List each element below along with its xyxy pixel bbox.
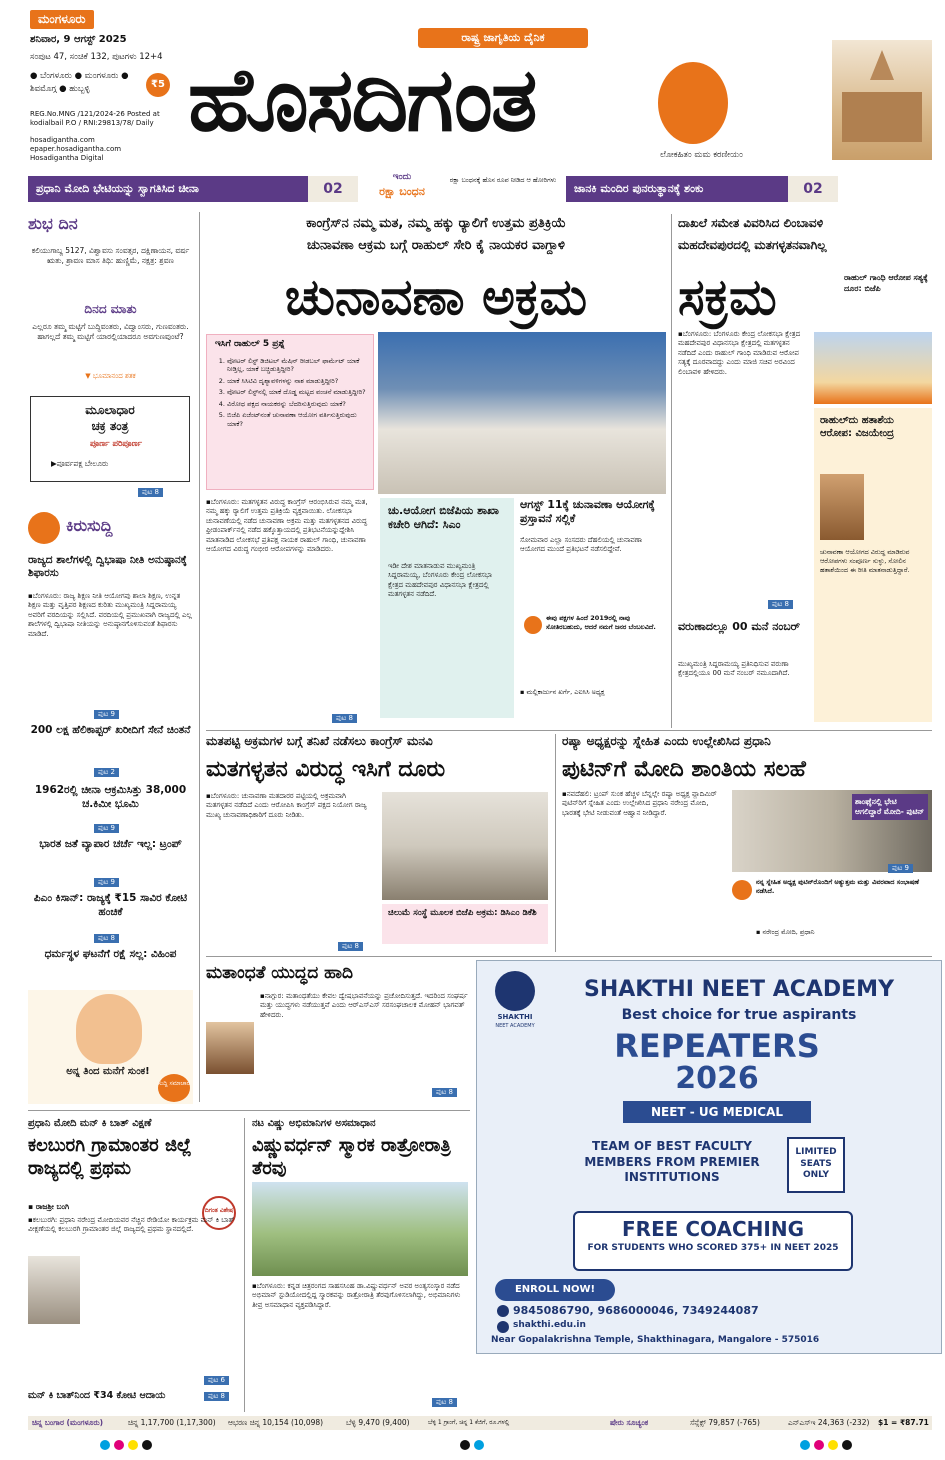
registration-text: REG.No.MNG /121/2024-26 Posted at kodialbail P.O / RNI:29813/78/ Daily — [30, 110, 160, 128]
cartoon-caption: ಅನ್ನ ತಿಂದ ಮನೆಗೆ ಸುಂಕ! — [66, 1066, 150, 1077]
right-headline: ಸಕ್ರಮ — [678, 268, 777, 326]
dinada-matu-text: ಎಲ್ಲರೂ ತಮ್ಮ ಮಟ್ಟಿಗೆ ಬುದ್ಧಿವಂತರು, ವಿದ್ವಾಂಸರು, ಗುಣವಂತರು. ಹಾಗಲ್ಲದೆ ತಮ್ಮ ಮಟ್ಟಿಗೆ ಯಾರಲ್ಲಿಯಾದರೂ ಅವಗುಣವುಂಟೆ? — [32, 322, 189, 342]
vishnuvardhan-story[interactable] — [252, 1118, 468, 1412]
kirusuddi-item-body: ▪ಬೆಂಗಳೂರು: ರಾಜ್ಯ ಶಿಕ್ಷಣ ನೀತಿ ಆಯೋಗವು ಶಾಲಾ ಶಿಕ್ಷಣ, ಉನ್ನತ ಶಿಕ್ಷಣ ಮತ್ತು ವೃತ್ತಿಪರ ಶಿಕ್ಷಣದ ಕುರಿತು ಮುಖ್ಯಮಂತ್ರಿ ಸಿದ್ದರಾಮಯ್ಯ ಅವರಿಗೆ ವರದಿಯನ್ನು ಸಲ್ಲಿಸಿದೆ. ವರದಿಯಲ್ಲಿ ಪ್ರಮುಖವಾಗಿ ರಾಜ್ಯದಲ್ಲಿ ಎಲ್ಲ ಶಾಲೆಗಳಲ್ಲಿ ದ್ವಿಭಾಷಾ ನೀತಿಯನ್ನು ಅನುಷ್ಠಾನಗೊಳಿಸುವಂತೆ ಶಿಫಾರಸು ಮಾಡಿದೆ. — [28, 592, 192, 638]
kirusuddi-item[interactable]: ಪಿಎಂ ಕಿಸಾನ್: ರಾಜ್ಯಕ್ಕೆ ₹15 ಸಾವಿರ ಕೋಟಿ ಹಂಚಿಕೆ — [33, 892, 188, 918]
five-questions-box — [206, 334, 374, 490]
kirusuddi-heading — [28, 512, 193, 546]
registration-dot — [142, 1440, 152, 1450]
mooladhara-subtitle: ಪೂರ್ಣ ಪರಿಪೂರ್ಣ — [89, 439, 143, 449]
right-side-note: ರಾಹುಲ್ ಗಾಂಧಿ ಆರೋಪ ಸತ್ಯಕ್ಕೆ ದೂರ: ಬಿಜೆಪಿ — [844, 273, 928, 294]
lead-kicker-secondary: ಚುನಾವಣಾ ಆಕ್ರಮ ಬಗ್ಗೆ ರಾಹುಲ್ ಸೇರಿ ಕೈ ನಾಯಕರ ವಾಗ್ದಾಳಿ — [307, 238, 565, 253]
varuna-title[interactable]: ವರುಣಾದಲ್ಲೂ 00 ಮನೆ ನಂಬರ್ — [678, 620, 801, 633]
repeaters-panel — [567, 1027, 867, 1127]
photo-caption: ಚಿಲುಮೆ ಸಂಸ್ಥೆ ಮೂಲಕ ಬಿಜೆಪಿ ಅಕ್ರಮ: ಡಿಸಿಎಂ ಡಿಕೆಶಿ — [382, 904, 548, 944]
digital-link[interactable]: Hosadigantha Digital — [30, 154, 104, 163]
special-badge: ದಿಗಂತ ವಿಶೇಷ — [202, 1196, 236, 1230]
story-headline: ಪುಟಿನ್‌ಗೆ ಮೋದಿ ಶಾಂತಿಯ ಸಲಹೆ — [562, 757, 806, 782]
enroll-now-button[interactable]: ENROLL NOW! — [495, 1279, 615, 1301]
story-body: ▪ನವದೆಹಲಿ: ಟ್ರಂಪ್ ಸುಂಕ ಹೆಚ್ಚಳ ಬೆನ್ನಲ್ಲೇ ರಷ್ಯಾ ಅಧ್ಯಕ್ಷ ವ್ಲಾದಿಮಿರ್ ಪುಟಿನ್‌ರಿಗೆ ಸ್ನೇಹಿತ ಎಂದು ಉಲ್ಲೇಖಿಸಿದ ಪ್ರಧಾನಿ ನರೇಂದ್ರ ಮೋದಿ, ಭಾರತಕ್ಕೆ ಭೇಟಿ ನೀಡುವಂತೆ ಆಹ್ವಾನ ನೀಡಿದ್ದಾರೆ. — [562, 790, 717, 817]
panchanga-text: ಕಲಿಯುಗಾಬ್ದ 5127, ವಿಶ್ವಾವಸು ಸಂವತ್ಸರ, ದಕ್ಷಿಣಾಯನ, ವರ್ಷ ಋತು, ಶ್ರಾವಣ ಮಾಸ ತಿಥಿ: ಹುಣ್ಣಿಮೆ, ನಕ್ಷತ್ರ: ಶ್ರವಣ — [31, 246, 190, 266]
cm-sidebar-body: ಇಡೀ ದೇಶ ಮಾತನಾಡುವ ಮುಖ್ಯಮಂತ್ರಿ ಸಿದ್ದರಾಮಯ್ಯ, ಬೆಂಗಳೂರು ಕೇಂದ್ರ ಲೋಕಸಭಾ ಕ್ಷೇತ್ರದ ಮಹದೇವಪುರ ವಿಧಾನಸಭಾ ಕ್ಷೇತ್ರದಲ್ಲಿ ಮತಗಳ್ಳತನ ನಡೆದಿದೆ. — [388, 562, 493, 599]
website-link[interactable]: hosadigantha.com — [30, 136, 95, 144]
globe-icon — [497, 1321, 509, 1333]
ec-complaint-story[interactable] — [206, 734, 550, 954]
mooladhara-title-line2: ಚಕ್ರ ತಂತ್ರ — [91, 419, 129, 433]
quote-icon — [732, 880, 752, 900]
question-item: 3. ವೋಟರ್ ಲಿಸ್ಟ್‌ನಲ್ಲಿ ಯಾಕೆ ದೊಡ್ಡ ಮಟ್ಟದ ವಂಚನೆ ಮಾಡುತ್ತಿದ್ದೀರಿ? — [227, 388, 369, 396]
silver-price: ಬೆಳ್ಳಿ 9,470 (9,400) — [346, 1418, 410, 1427]
masthead — [0, 0, 945, 172]
edition-list: ● ಬೆಂಗಳೂರು ● ಮಂಗಳೂರು ● ಶಿವಮೊಗ್ಗ ● ಹುಬ್ಬಳ್ಳಿ — [30, 71, 129, 94]
gold-label: ಚಿನ್ನ ಬಂಗಾರ (ಮಂಗಳೂರು) — [32, 1418, 104, 1427]
mooladhara-title-line1: ಮೂಲಾಧಾರ — [85, 403, 135, 417]
teaser-janaki[interactable] — [566, 176, 826, 202]
issue-number: ಸಂಪುಟ 47, ಸಂಚಿಕೆ 132, ಪುಟಗಳು 12+4 — [30, 52, 163, 62]
story-kicker: ಮತಪಟ್ಟಿ ಅಕ್ರಮಗಳ ಬಗ್ಗೆ ತನಿಖೆ ನಡೆಸಲು ಕಾಂಗ್ರೆಸ್ ಮನವಿ — [206, 734, 433, 748]
page-ref[interactable]: ಪುಟ 8 — [138, 488, 163, 497]
today-event: ರಕ್ಷಾ ಬಂಧನ — [379, 185, 425, 198]
varuna-body: ಮುಖ್ಯಮಂತ್ರಿ ಸಿದ್ದರಾಮಯ್ಯ ಪ್ರತಿನಿಧಿಸುವ ವರುಣಾ ಕ್ಷೇತ್ರದಲ್ಲಿಯೂ 00 ಮನೆ ನಂಬರ್ ನಮೂದಾಗಿದೆ. — [678, 660, 790, 678]
registration-dot — [800, 1440, 810, 1450]
dinada-matu-heading: ದಿನದ ಮಾತು — [84, 302, 137, 316]
registration-marks — [0, 1436, 945, 1456]
august-sidebar — [520, 498, 666, 718]
logo-subtext: NEET ACADEMY — [495, 1023, 535, 1029]
epaper-link[interactable]: epaper.hosadigantha.com — [30, 145, 122, 154]
teaser-page-number: 02 — [788, 176, 838, 202]
registration-dot — [814, 1440, 824, 1450]
page-ref[interactable]: ಪುಟ 8 — [332, 714, 357, 723]
section-divider — [206, 730, 932, 731]
registration-dot — [114, 1440, 124, 1450]
mooladhara-author: ▶ಪೂರ್ವಪಕ್ಷ ಬೇಲೂರು — [51, 459, 109, 468]
bhagwat-photo — [206, 1022, 254, 1074]
gold-22-price: ಆಭರಣ ಚಿನ್ನ 10,154 (10,098) — [228, 1418, 324, 1427]
kalaburagi-story[interactable] — [28, 1118, 238, 1412]
story-body: ▪ನಾಗ್ಪುರ: ಮತಾಂಧತೆಯು ಕೇವಲ ದ್ವೇಷಭಾವನೆಯನ್ನು ಪ್ರಚೋದಿಸುತ್ತದೆ. ಇದರಿಂದ ಸಂಘರ್ಷ ಮತ್ತು ಯುದ್ಧಗಳು ನಡೆಯುತ್ತವೆ ಎಂದು ಆರ್‌ಎಸ್‌ಎಸ್ ಸರಸಂಘಚಾಲಕ ಮೋಹನ್ ಭಾಗವತ್ ಹೇಳಿದರು. — [260, 992, 468, 1019]
kirusuddi-item[interactable]: 1962ರಲ್ಲಿ ಚೀನಾ ಆಕ್ರಮಿಸಿತ್ತು 38,000 ಚ.ಕಿಮೀ ಭೂಮಿ — [34, 784, 187, 810]
free-coaching-title: FREE COACHING — [622, 1217, 804, 1241]
five-questions-title: ಇಸಿಗೆ ರಾಹುಲ್ 5 ಪ್ರಶ್ನೆ — [215, 339, 285, 349]
limited-seats-badge: LIMITED SEATS ONLY — [787, 1137, 845, 1193]
lead-story[interactable] — [206, 214, 666, 728]
megaphone-icon — [28, 512, 60, 544]
question-item: 5. ಬಿಜೆಪಿ ಏಜೆಂಟ್‌ನಂತೆ ಚುನಾವಣಾ ಆಯೋಗ ವರ್ತಿಸುತ್ತಿರುವುದು ಯಾಕೆ? — [227, 411, 369, 428]
quote-icon — [524, 616, 542, 634]
issue-date: ಶನಿವಾರ, 9 ಆಗಸ್ಟ್ 2025 — [30, 34, 127, 45]
story-kicker: ರಷ್ಯಾ ಅಧ್ಯಕ್ಷರನ್ನು ಸ್ನೇಹಿತ ಎಂದು ಉಲ್ಲೇಖಿಸಿದ ಪ್ರಧಾನಿ — [562, 734, 771, 748]
modi-photo — [28, 1256, 80, 1324]
story-headline: ಕಲಬುರಗಿ ಗ್ರಾಮಾಂತರ ಜಿಲ್ಲೆ ರಾಜ್ಯದಲ್ಲಿ ಪ್ರಥಮ — [28, 1135, 192, 1179]
bhagwat-story[interactable] — [206, 960, 468, 1102]
sensex-value: ಸೆನ್ಸೆಕ್ಸ್ 79,857 (-765) — [690, 1418, 760, 1427]
academy-name: SHAKTHI NEET ACADEMY — [583, 977, 895, 1002]
page-ref[interactable]: ಪುಟ 2 — [94, 768, 119, 777]
column-divider — [244, 1118, 245, 1412]
shakthi-advertisement[interactable] — [476, 960, 942, 1354]
ad-phones[interactable]: 9845086790, 9686000046, 7349244087 — [513, 1304, 759, 1317]
kirusuddi-title: ಕಿರುಸುದ್ದಿ — [66, 516, 113, 535]
faculty-text: TEAM OF BEST FACULTY MEMBERS FROM PREMIER INSTITUTIONS — [584, 1139, 760, 1185]
usd-rate: $1 = ₹87.71 — [878, 1418, 929, 1427]
registration-dot — [828, 1440, 838, 1450]
registration-dot — [460, 1440, 470, 1450]
teaser-bar — [28, 172, 932, 202]
kirusuddi-item[interactable]: ಧರ್ಮಸ್ಥಳ ಘಟನೆಗೆ ರಕ್ಷೆ ಸಲ್ಲ: ವಿಹಿಂಪ — [44, 948, 177, 960]
page-ref[interactable]: ಪುಟ 9 — [94, 824, 119, 833]
today-box — [362, 172, 562, 202]
memorial-photo — [252, 1182, 468, 1276]
cartoon-tag: ಸುದ್ದಿ ಸಮಾಚಾರ — [158, 1074, 190, 1102]
story-headline: ಮತಾಂಧತೆ ಯುದ್ಧದ ಹಾದಿ — [206, 963, 353, 983]
rahul-box-title: ರಾಹುಲ್‌ದು ಹತಾಶೆಯ ಆರೋಪ: ವಿಜಯೇಂದ್ರ — [820, 415, 894, 439]
academy-logo-icon — [491, 971, 539, 1033]
rally-photo — [378, 332, 666, 494]
section-divider — [206, 956, 932, 957]
column-divider — [199, 212, 200, 1102]
shubha-dina-heading: ಶುಭ ದಿನ — [28, 214, 78, 233]
tagline-banner: ರಾಷ್ಟ್ರ ಜಾಗೃತಿಯ ದೈನಿಕ — [418, 28, 588, 48]
academy-tagline: Best choice for true aspirants — [621, 1007, 857, 1023]
left-column — [28, 210, 193, 1110]
story-byline: ▪ ರಾಜಶ್ರೀ ಬಂಗಿ — [28, 1202, 70, 1211]
registration-dot — [128, 1440, 138, 1450]
ticker-note: ಬೆಳ್ಳಿ 1 ಗ್ರಾಂಗೆ, ಚಿನ್ನ 1 ಕೆಜಿಗೆ, ರೂ.ಗಳಲ್ಲಿ — [428, 1419, 510, 1426]
today-label: ಇಂದು — [392, 172, 412, 182]
complaint-photo — [382, 792, 548, 900]
registration-dot — [474, 1440, 484, 1450]
ad-address: Near Gopalakrishna Temple, Shakthinagara, Mangalore - 575016 — [491, 1335, 820, 1345]
repeaters-year: 2026 — [675, 1061, 759, 1096]
right-kicker-secondary: ಮಹದೇವಪುರದಲ್ಲಿ ಮತಗಳ್ಳತನವಾಗಿಲ್ಲ — [678, 238, 827, 252]
newspaper-title: ಹೊಸದಿಗಂತ — [188, 48, 536, 151]
india-map-icon — [658, 62, 728, 144]
story-body: ▪ಬೆಂಗಳೂರು: ಚುನಾವಣಾ ಮತದಾರರ ಪಟ್ಟಿಯಲ್ಲಿ ಅಕ್ರಮವಾಗಿ ಮತಗಳ್ಳತನ ನಡೆದಿದೆ ಎಂದು ಆರೋಪಿಸಿ ಕಾಂಗ್ರೆಸ್ ಪಕ್ಷದ ನಿಯೋಗ ರಾಜ್ಯ ಮುಖ್ಯ ಚುನಾವಣಾಧಿಕಾರಿಗೆ ದೂರು ನೀಡಿತು. — [206, 792, 367, 819]
cartoon-illustration — [76, 994, 142, 1064]
website-links — [30, 136, 170, 163]
story-foot: ಮನ್ ಕಿ ಬಾತ್‌ನಿಂದ ₹34 ಕೋಟಿ ಆದಾಯ — [28, 1390, 166, 1401]
registration-dot — [100, 1440, 110, 1450]
question-list — [219, 357, 369, 428]
rahul-box — [814, 408, 932, 722]
price-badge: ₹5 — [146, 73, 170, 97]
column-divider — [555, 734, 556, 952]
teaser-page-number: 02 — [308, 176, 358, 202]
lead-headline: ಚುನಾವಣಾ ಅಕ್ರಮ — [284, 268, 588, 326]
dinada-matu-source: ▼ ಭೂಮಾನಂದ ಶತಕ — [85, 372, 136, 380]
right-body: ▪ಬೆಂಗಳೂರು: ಬೆಂಗಳೂರು ಕೇಂದ್ರ ಲೋಕಸಭಾ ಕ್ಷೇತ್ರದ ಮಹದೇವಪುರ ವಿಧಾನಸಭಾ ಕ್ಷೇತ್ರದಲ್ಲಿ ಮತಗಳ್ಳತನ ನಡೆದಿದೆ ಎಂದು ರಾಹುಲ್ ಗಾಂಧಿ ಮಾಡಿರುವ ಆರೋಪ ಸತ್ಯಕ್ಕೆ ದೂರವಾದದ್ದು ಎಂದು ಮಾಜಿ ಸಚಿವ ಅರವಿಂದ ಲಿಂಬಾವಳಿ ಹೇಳಿದರು. — [678, 330, 801, 376]
teaser-text: ಜಾನಕಿ ಮಂದಿರ ಪುನರುತ್ಥಾನಕ್ಕೆ ಶಂಕು — [574, 182, 704, 195]
today-note: ರಕ್ಷಾ ಬಂಧನಕ್ಕೆ ಹೊಸ ರೂಪ ನೀಡಿದ ಆ ಹೋರಿಗಳು — [449, 176, 557, 184]
rahul-box-body: ಚುನಾವಣಾ ಆಯೋಗದ ವಿರುದ್ಧ ಮಾಡಿರುವ ಆರೋಪಗಳು ಸಂಪೂರ್ಣ ಸುಳ್ಳು, ಸೋಲಿನ ಹತಾಶೆಯಿಂದ ಈ ರೀತಿ ಮಾತನಾಡುತ್ತಿದ್ದಾರೆ. — [820, 548, 910, 574]
page-ref[interactable]: ಪುಟ 9 — [888, 864, 913, 873]
gold-price: ಚಿನ್ನ 1,17,700 (1,17,300) — [128, 1418, 216, 1427]
course-badge: NEET - UG MEDICAL — [623, 1101, 811, 1123]
repeaters-heading: REPEATERS — [614, 1027, 820, 1065]
lead-kicker: ಕಾಂಗ್ರೆಸ್‌ನ ನಮ್ಮ ಮತ, ನಮ್ಮ ಹಕ್ಕು ರ್‍ಯಾಲಿಗೆ ಉತ್ತಮ ಪ್ರತಿಕ್ರಿಯೆ — [306, 216, 566, 231]
registration-dot — [842, 1440, 852, 1450]
august-sidebar-body: ಸೋಮವಾರ ಎಲ್ಲಾ ಸಂಸದರು ದೆಹಲಿಯಲ್ಲಿ ಚುನಾವಣಾ ಆಯೋಗದ ಮುಂದೆ ಪ್ರತಿಭಟನೆ ನಡೆಸಲಿದ್ದೇವೆ. — [520, 536, 643, 554]
page-ref[interactable]: ಪುಟ 9 — [94, 878, 119, 887]
logo-text: SHAKTHI — [497, 1013, 533, 1021]
question-item: 1. ವೋಟರ್ ಲಿಸ್ಟ್ ಡಿಜಿಟಲ್ ಮೆಷಿನ್ ರೀಡಬಲ್ ಫಾರ್ಮೆಟ್‌ ಯಾಕೆ ನೀಡ್ತಿಲ್ಲ, ಯಾಕೆ ಬಚ್ಚಿಡುತ್ತಿದ್ದೀರಿ? — [227, 357, 369, 374]
temple-illustration-icon — [832, 40, 932, 160]
story-kicker: ಪ್ರಧಾನಿ ಮೋದಿ ಮನ್ ಕಿ ಬಾತ್ ವಿಕ್ಷಣೆ — [28, 1118, 152, 1129]
page-ref[interactable]: ಪುಟ 8 — [204, 1392, 229, 1401]
column-divider — [671, 214, 672, 728]
nifty-value: ಎನ್‌ಎಸ್‌ಇ 24,363 (-232) — [788, 1418, 870, 1427]
teaser-china[interactable] — [28, 176, 348, 202]
story-kicker: ನಟ ವಿಷ್ಣು ಅಭಿಮಾನಿಗಳ ಅಸಮಾಧಾನ — [252, 1118, 376, 1129]
market-ticker — [28, 1416, 932, 1430]
kharge-quote-author: ▪ ಮಲ್ಲಿಕಾರ್ಜುನ ಖರ್ಗೆ, ಎಐಸಿಸಿ ಅಧ್ಯಕ್ಷ — [520, 688, 605, 696]
right-kicker: ದಾಖಲೆ ಸಮೇತ ವಿವರಿಸಿದ ಲಿಂಬಾವಳಿ — [678, 216, 824, 230]
motto: ಲೋಕಹಿತಂ ಮಮ ಕರಣೀಯಂ — [660, 150, 743, 160]
cm-sidebar — [380, 498, 514, 718]
question-item: 4. ವಿರೋಧ ಪಕ್ಷದ ನಾಯಕರನ್ನು ಬೆದರಿಸುತ್ತಿರುವುದು ಯಾಕೆ? — [227, 400, 369, 408]
august-sidebar-title: ಆಗಸ್ಟ್ 11ಕ್ಕೆ ಚುನಾವಣಾ ಆಯೋಗಕ್ಕೆ ಪ್ರಸ್ತಾವನೆ ಸಲ್ಲಿಕೆ — [520, 498, 655, 526]
story-headline: ವಿಷ್ಣುವರ್ಧನ್ ಸ್ಮಾರಕ ರಾತ್ರೋರಾತ್ರಿ ತೆರವು — [252, 1135, 451, 1179]
teaser-text: ಪ್ರಧಾನಿ ಮೋದಿ ಭೇಟಿಯನ್ನು ಸ್ವಾಗತಿಸಿದ ಚೀನಾ — [36, 182, 199, 195]
ad-website[interactable]: shakthi.edu.in — [513, 1320, 586, 1330]
story-body: ▪ಬೆಂಗಳೂರು: ಕನ್ನಡ ಚಿತ್ರರಂಗದ ಸಾಹಸಸಿಂಹ ಡಾ.ವಿಷ್ಣುವರ್ಧನ್ ಅವರ ಅಂತ್ಯಸಂಸ್ಕಾರ ನಡೆದ ಅಭಿಮಾನ್ ಸ್ಟುಡಿಯೋದಲ್ಲಿದ್ದ ಸ್ಮಾರಕವನ್ನು ರಾತ್ರೋರಾತ್ರಿ ತೆರವುಗೊಳಿಸಲಾಗಿದ್ದು, ಅಭಿಮಾನಿಗಳು ತೀವ್ರ ಅಸಮಾಧಾನ ವ್ಯಕ್ತಪಡಿಸಿದ್ದಾರೆ. — [252, 1282, 461, 1309]
story-body: ▪ಕಲಬುರಗಿ: ಪ್ರಧಾನಿ ನರೇಂದ್ರ ಮೋದಿಯವರ ನೆಚ್ಚಿನ ರೇಡಿಯೋ ಕಾರ್ಯಕ್ರಮ ಮನ್ ಕಿ ಬಾತ್ ವೀಕ್ಷಣೆಯಲ್ಲಿ ಕಲಬುರಗಿ ಗ್ರಾಮಾಂತರ ಜಿಲ್ಲೆ ರಾಜ್ಯದಲ್ಲಿ ಪ್ರಥಮ ಸ್ಥಾನದಲ್ಲಿದೆ. — [28, 1216, 235, 1234]
right-story[interactable] — [678, 214, 932, 728]
page-ref[interactable]: ಪುಟ 8 — [94, 934, 119, 943]
page-ref[interactable]: ಪುಟ 8 — [432, 1088, 457, 1097]
page-ref[interactable]: ಪುಟ 9 — [94, 710, 119, 719]
vijayendra-photo — [820, 474, 864, 540]
page-ref[interactable]: ಪುಟ 6 — [204, 1376, 229, 1385]
page-ref[interactable]: ಪುಟ 8 — [338, 942, 363, 951]
page-ref[interactable]: ಪುಟ 8 — [432, 1398, 457, 1407]
page-ref[interactable]: ಪುಟ 8 — [768, 600, 793, 609]
kirusuddi-item[interactable]: 200 ಲಕ್ಷ ಹೆಲಿಕಾಪ್ಟರ್ ಖರೀದಿಗೆ ಸೇನೆ ಚಿಂತನೆ — [30, 724, 191, 736]
city-label: ಮಂಗಳೂರು — [30, 10, 94, 29]
lead-body: ▪ಬೆಂಗಳೂರು: ಮತಗಳ್ಳತನ ವಿರುದ್ಧ ಕಾಂಗ್ರೆಸ್ ಆರಂಭಿಸಿರುವ ನಮ್ಮ ಮತ, ನಮ್ಮ ಹಕ್ಕು ರ್‍ಯಾಲಿಗೆ ಉತ್ತಮ ಪ್ರತಿಕ್ರಿಯೆ ವ್ಯಕ್ತವಾಯಿತು. ಲೋಕಸಭಾ ಚುನಾವಣೆಯಲ್ಲಿ ನಡೆದ ಚುನಾವಣಾ ಅಕ್ರಮ ಮತ್ತು ಮತಗಳ್ಳತನದ ವಿರುದ್ಧ ಫ್ರೀಡಂಪಾರ್ಕ್‌ನಲ್ಲಿ ನಡೆದ ಹಕ್ಕೊತ್ತಾಯದಲ್ಲಿ ಪ್ರತಿಭಟನೆಯನ್ನುದ್ದೇಶಿಸಿ ಮಾತನಾಡಿದ ಲೋಕಸಭೆ ಪ್ರತಿಪಕ್ಷ ನಾಯಕ ರಾಹುಲ್ ಗಾಂಧಿ, ಚುನಾವಣಾ ಆಯೋಗದ ವಿರುದ್ಧ ಗಂಭೀರ ಆರೋಪಗಳನ್ನು ಮಾಡಿದರು. — [206, 498, 368, 554]
free-coaching-subtitle: FOR STUDENTS WHO SCORED 375+ IN NEET 2025 — [587, 1243, 839, 1253]
kirusuddi-item[interactable]: ಭಾರತ ಜತೆ ವ್ಯಾಪಾರ ಚರ್ಚೆ ಇಲ್ಲ: ಟ್ರಂಪ್ — [39, 838, 182, 850]
putin-story[interactable] — [562, 734, 932, 954]
share-label: ಷೇರು ಸೂಚ್ಯಂಕ — [610, 1418, 649, 1427]
mooladhara-box[interactable] — [30, 396, 190, 482]
photo-tag: ಶಾಂಘೈನಲ್ಲಿ ಭೇಟಿ ಆಗಲಿದ್ದಾರೆ ಮೋದಿ- ಪುಟಿನ್ — [852, 794, 928, 820]
free-coaching-panel — [573, 1211, 853, 1271]
cartoon-box[interactable] — [28, 990, 193, 1104]
modi-quote-author: ▪ ನರೇಂದ್ರ ಮೋದಿ, ಪ್ರಧಾನಿ — [756, 928, 815, 936]
section-divider — [28, 1110, 470, 1111]
cm-sidebar-title: ಚು.ಆಯೋಗ ಬಿಜೆಪಿಯ ಶಾಖಾ ಕಚೇರಿ ಆಗಿದೆ: ಸಿಎಂ — [388, 504, 499, 532]
story-headline: ಮತಗಳ್ಳತನ ವಿರುದ್ಧ ಇಸಿಗೆ ದೂರು — [206, 757, 446, 782]
kirusuddi-item-title[interactable]: ರಾಜ್ಯದ ಶಾಲೆಗಳಲ್ಲಿ ದ್ವಿಭಾಷಾ ನೀತಿ ಅನುಷ್ಠಾನಕ್ಕೆ ಶಿಫಾರಸು — [28, 554, 187, 580]
question-item: 2. ಯಾಕೆ ಸಿಸಿಟಿವಿ ದೃಶ್ಯಾವಳಿಗಳನ್ನು ನಾಶ ಮಾಡುತ್ತಿದ್ದೀರಿ? — [227, 377, 369, 385]
phone-icon — [497, 1305, 509, 1317]
kharge-quote: ಈವು ಪಕ್ಷಗಳ ಹಿಂದೆ 2019ರಲ್ಲಿ ನಾವು ಸೋತಿರಬಹುದು, ಆದರೆ ನಮಗೆ ಜನರ ಬೆಂಬಲವಿದೆ. — [546, 614, 656, 631]
modi-quote: ನನ್ನ ಸ್ನೇಹಿತ ಅಧ್ಯಕ್ಷ ಪುಟಿನ್‌ರೊಂದಿಗೆ ಅತ್ಯುತ್ತಮ ಮತ್ತು ವಿವರವಾದ ಸಂಭಾಷಣೆ ನಡೆಸಿದೆ. — [756, 878, 919, 895]
limbavali-photo — [814, 332, 932, 404]
